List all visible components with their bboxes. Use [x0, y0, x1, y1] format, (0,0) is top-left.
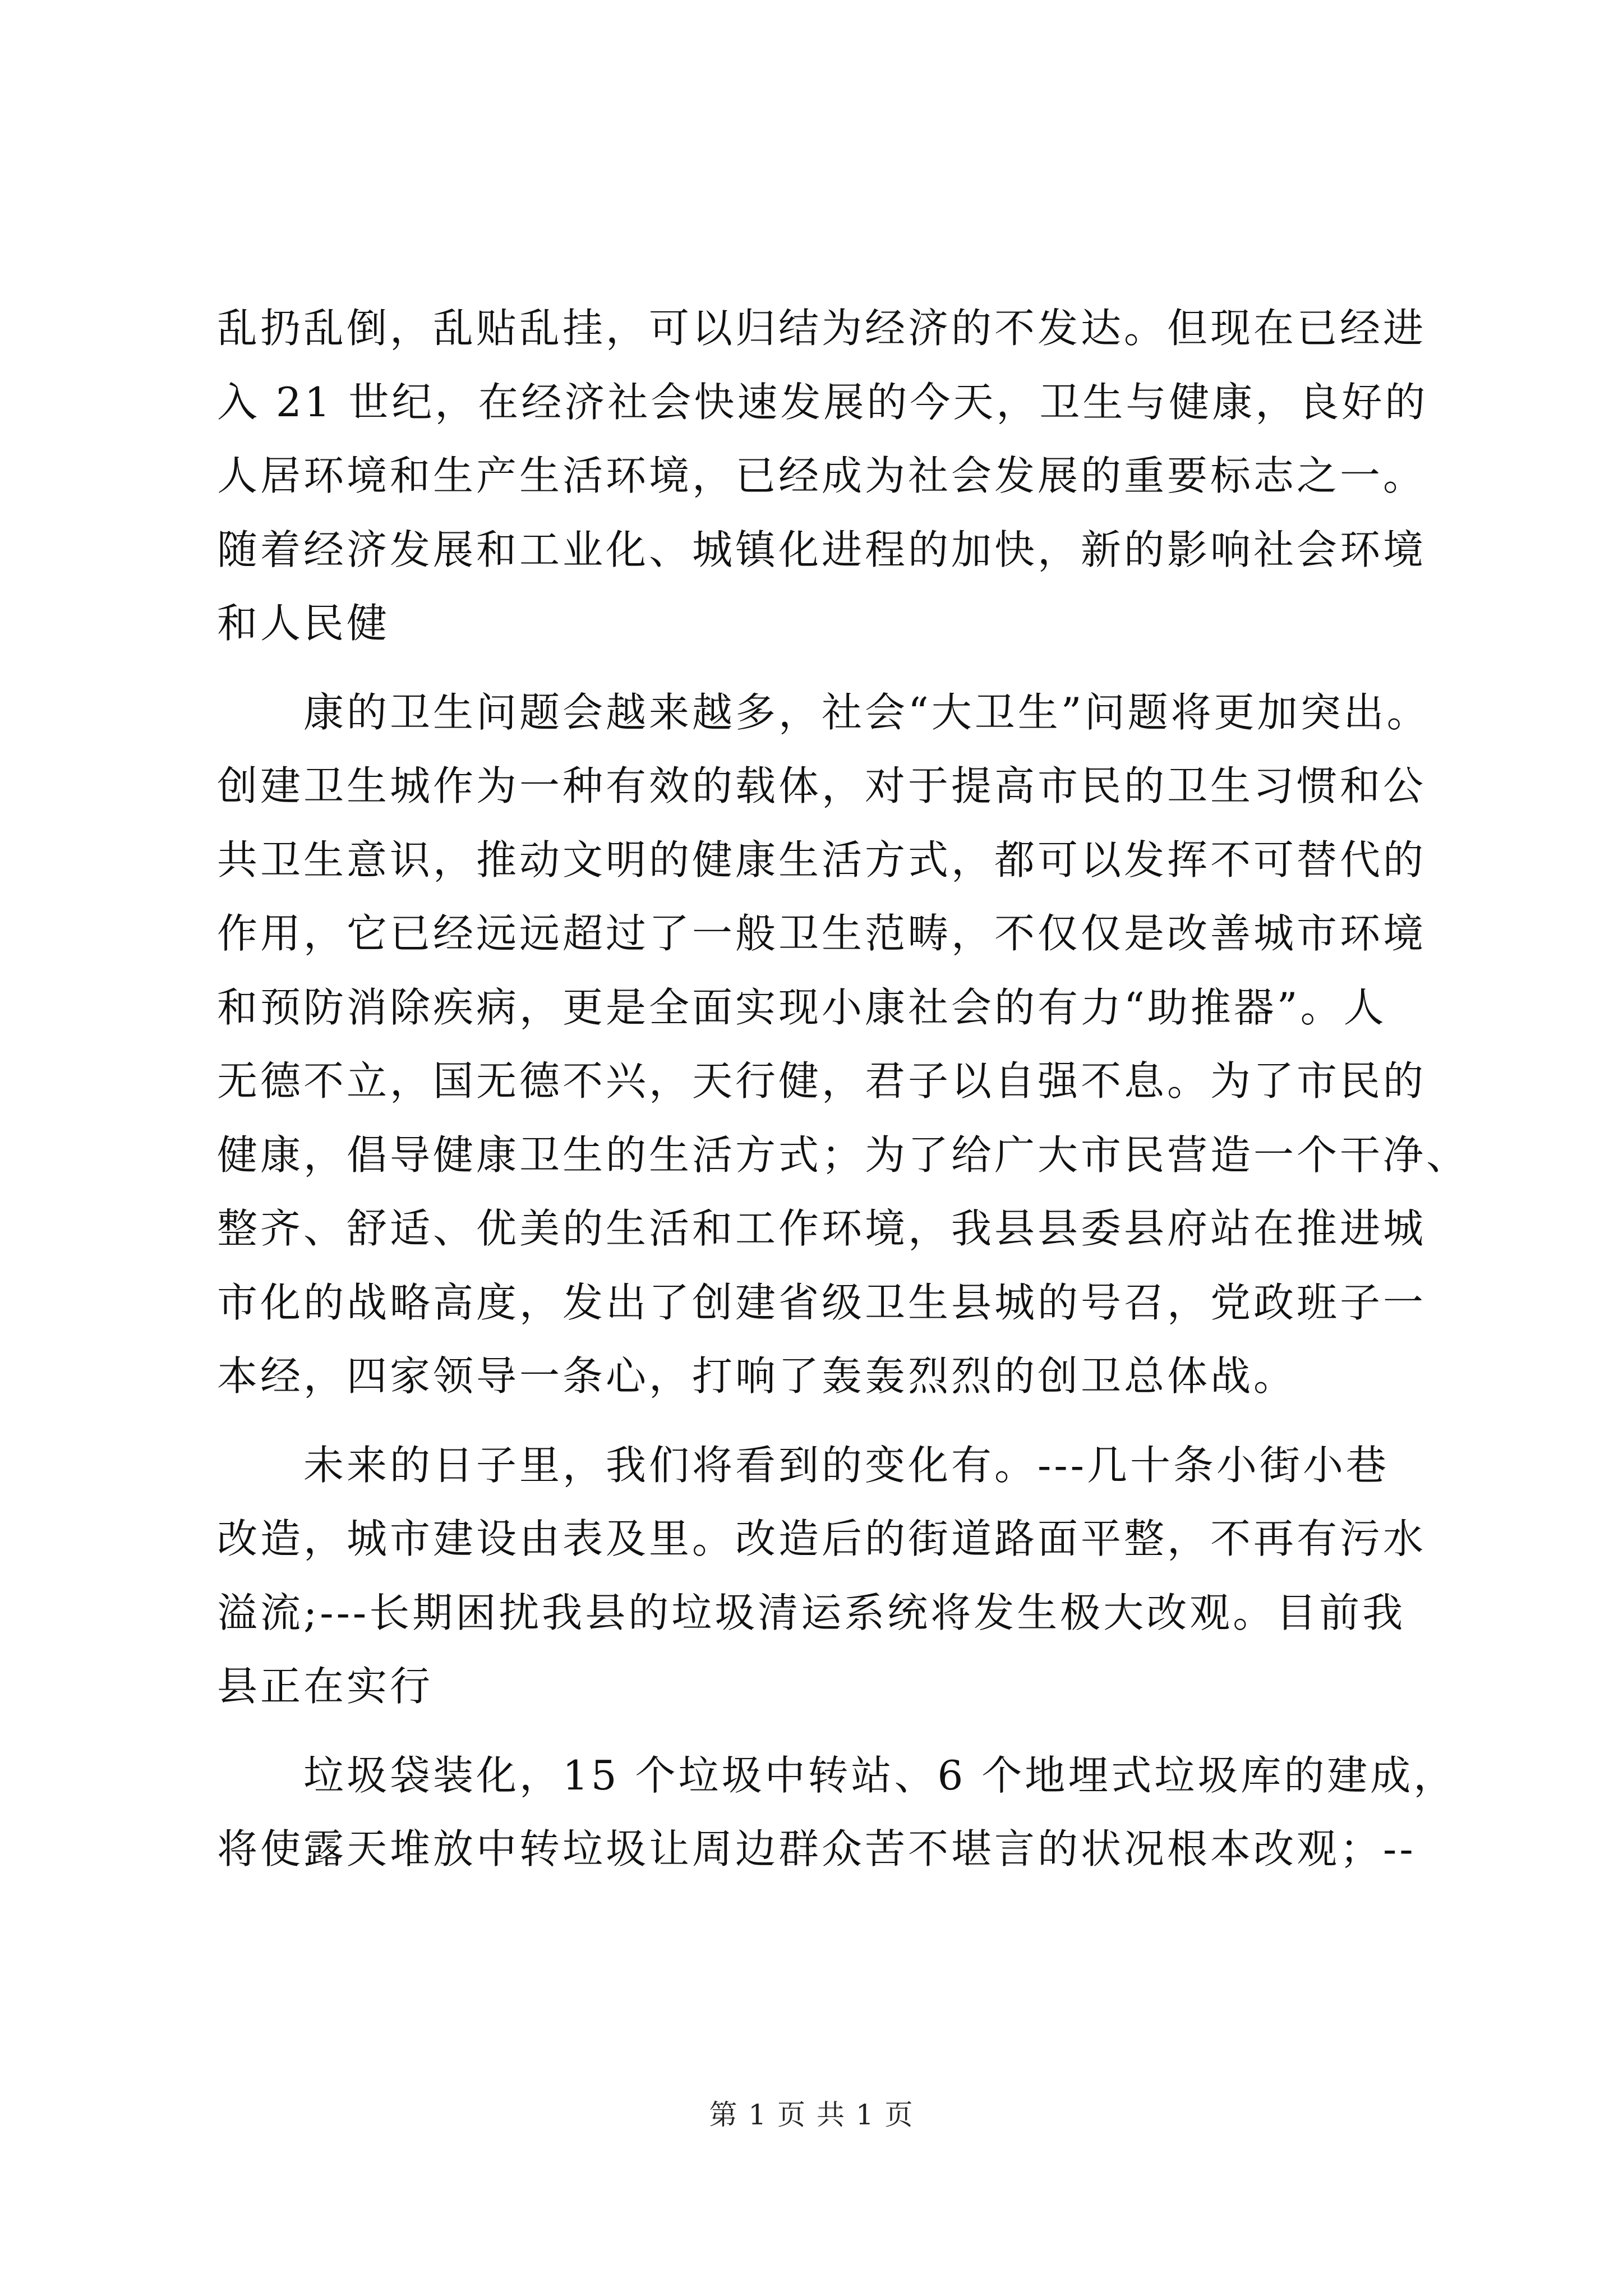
- paragraph-1: [217, 292, 1428, 661]
- text-line: 创建卫生城作为一种有效的载体，对于提高市民的卫生习惯和公: [217, 762, 1427, 809]
- page-footer: [0, 2095, 1623, 2134]
- document-body: [217, 292, 1470, 1887]
- text-line: 县正在实行: [217, 1663, 434, 1710]
- text-line: 康的卫生问题会越来越多，社会“大卫生”问题将更加突出。: [217, 688, 1430, 736]
- text-line: 入 21 世纪，在经济社会快速发展的今天，卫生与健康，良好的: [217, 378, 1428, 426]
- text-line: 未来的日子里，我们将看到的变化有。---几十条小街小巷: [217, 1441, 1389, 1489]
- text-line: 溢流;---长期困扰我县的垃圾清运系统将发生极大改观。目前我: [217, 1589, 1406, 1636]
- text-line: 将使露天堆放中转垃圾让周边群众苦不堪言的状况根本改观；--: [217, 1825, 1416, 1872]
- paragraph-gap: [217, 661, 1417, 676]
- paragraph-gap: [217, 1724, 1417, 1739]
- text-line: 人居环境和生产生活环境，已经成为社会发展的重要标志之一。: [217, 452, 1427, 499]
- text-line: 整齐、舒适、优美的生活和工作环境，我县县委县府站在推进城: [217, 1205, 1427, 1252]
- text-line: 无德不立，国无德不兴，天行健，君子以自强不息。为了市民的: [217, 1057, 1427, 1105]
- text-line: 和人民健: [217, 600, 390, 647]
- text-line: 作用，它已经远远超过了一般卫生范畴，不仅仅是改善城市环境: [217, 910, 1427, 957]
- text-line: 市化的战略高度，发出了创建省级卫生县城的号召，党政班子一: [217, 1278, 1427, 1326]
- text-line: 乱扔乱倒，乱贴乱挂，可以归结为经济的不发达。但现在已经进: [217, 305, 1427, 352]
- text-line: 随着经济发展和工业化、城镇化进程的加快，新的影响社会环境: [217, 526, 1427, 573]
- text-line: 共卫生意识，推动文明的健康生活方式，都可以发挥不可替代的: [217, 836, 1427, 884]
- text-line: 改造，城市建设由表及里。改造后的街道路面平整，不再有污水: [217, 1515, 1427, 1562]
- paragraph-2: [217, 676, 1470, 1414]
- text-line: 健康，倡导健康卫生的生活方式；为了给广大市民营造一个干净、: [217, 1131, 1470, 1179]
- paragraph-3: [217, 1429, 1427, 1724]
- paragraph-4: [217, 1739, 1457, 1887]
- text-line: 垃圾袋装化，15 个垃圾中转站、6 个地埋式垃圾库的建成，: [217, 1751, 1457, 1799]
- page-number-label: 第 1 页 共 1 页: [709, 2099, 914, 2131]
- text-line: 本经，四家领导一条心，打响了轰轰烈烈的创卫总体战。: [217, 1352, 1297, 1400]
- paragraph-gap: [217, 1414, 1417, 1429]
- text-line: 和预防消除疾病，更是全面实现小康社会的有力“助推器”。人: [217, 983, 1387, 1031]
